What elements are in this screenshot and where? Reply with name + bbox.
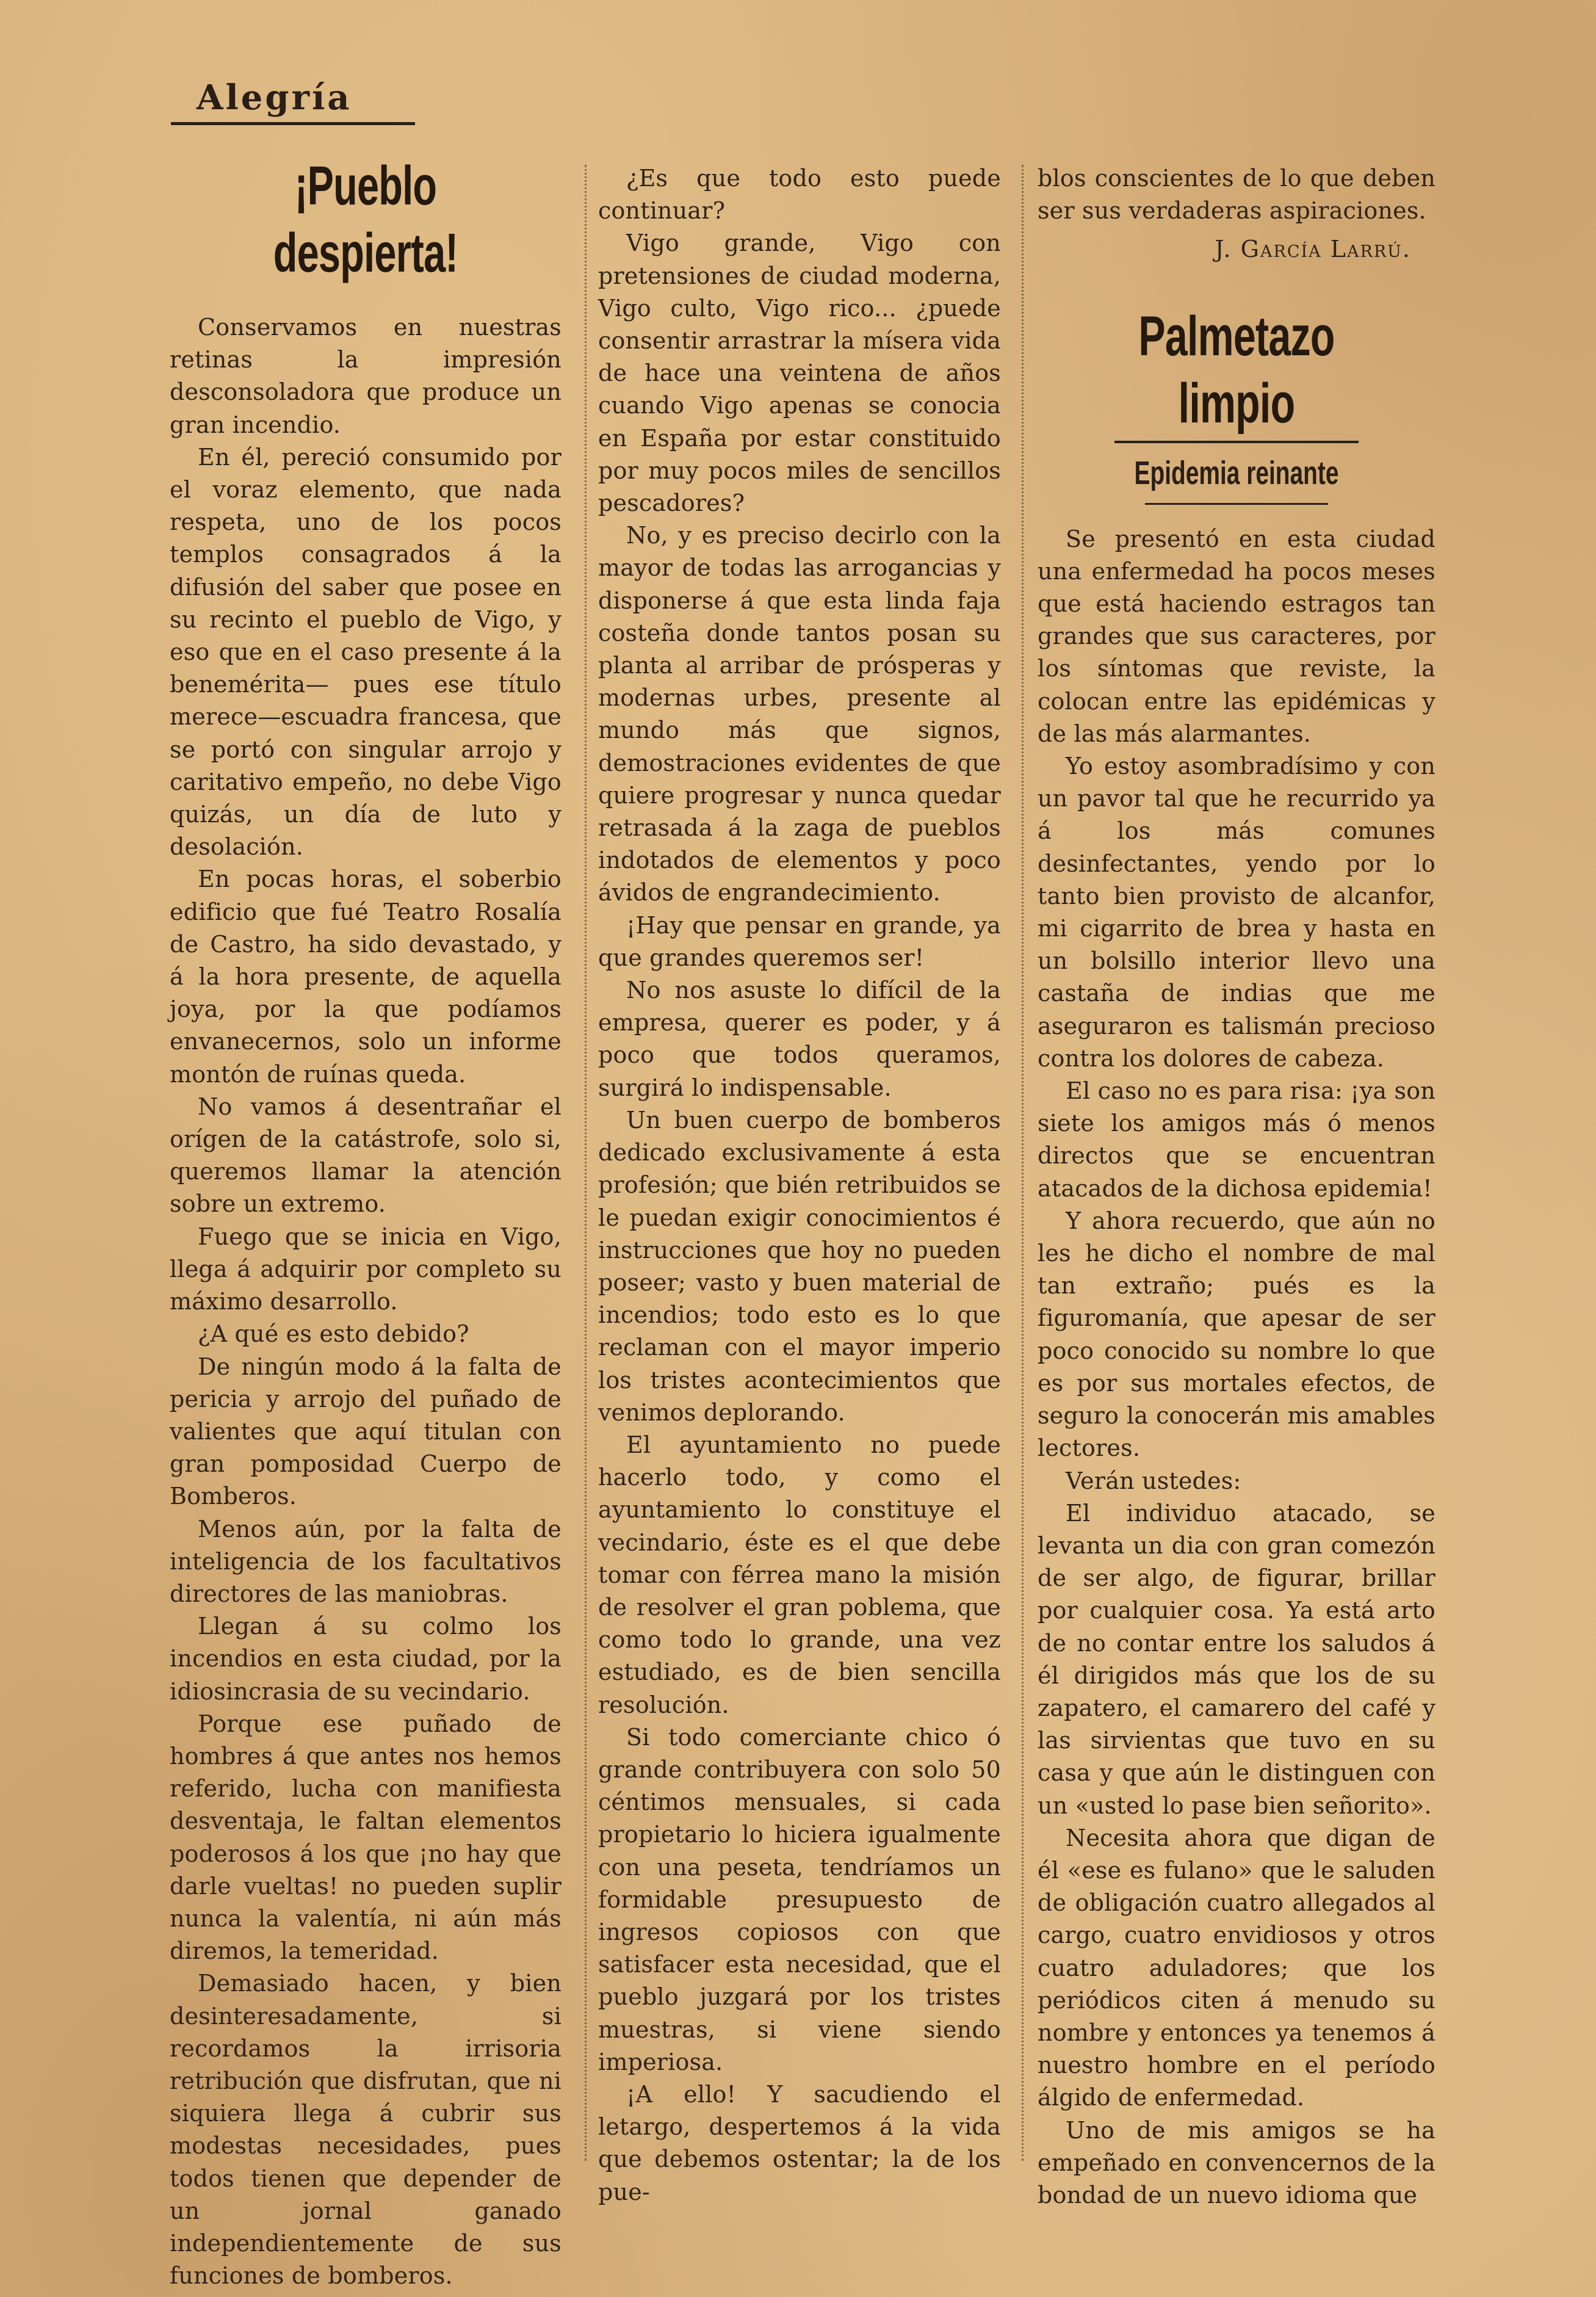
title-rule [1114,441,1359,443]
article-2-title: Palmetazo limpio [1138,305,1335,435]
paragraph: Llegan á su colmo los incendios en esta ciudad, por la idiosincrasia de su vecindario. [170,1613,561,1705]
paragraph: Un buen cuerpo de bomberos dedicado exclusivamente á esta profesión; que bién retribuidos se le puedan exigir conocimientos é instrucciones que hoy no pueden poseer; vasto y buen material de incendios; todo esto es lo que reclaman con el mayor imperio los tristes acontecimientos que venimos deplorando. [598,1106,1001,1426]
paragraph: Se presentó en esta ciudad una enfermedad ha pocos meses que está haciendo estragos tan grandes que sus caracteres, por los síntomas que reviste, la colocan entre las epidémicas y de las más alarmantes. [1038,525,1435,747]
paragraph: Verán ustedes: [1066,1467,1241,1494]
paragraph: No vamos á desentrañar el orígen de la catástrofe, solo si, queremos llamar la atención sobre un extremo. [170,1093,561,1218]
author-signature: J. García Larrú. [1215,236,1411,263]
paragraph: El ayuntamiento no puede hacerlo todo, y como el ayuntamiento lo constituye el vecindario, éste es el que debe tomar con férrea mano la misión de resolver el gran poblema, que como todo lo grande, una vez estudiado, es de bien sencilla resolución. [598,1431,1001,1718]
paragraph: ¿Es que todo esto puede continuar? [598,165,1001,225]
subtitle-rule [1145,503,1328,505]
paragraph: Demasiado hacen, y bien desinteresadamente, si recordamos la irrisoria retribución que disfrutan, que ni siquiera llega á cubrir sus modestas necesidades, pues todos tienen que depender de un jornal ganado independientemente de sus funciones de bomberos. [170,1970,561,2290]
paragraph: El individuo atacado, se levanta un dia con gran comezón de ser algo, de figurar, brillar por cualquier cosa. Ya está arto de no contar entre los saludos á él dirigidos más que los de su zapatero, el camarero del café y las sirvientas que tuvo en su casa y que aún le distinguen con un «usted lo pase bien señorito». [1038,1499,1435,1819]
paragraph: Necesita ahora que digan de él «ese es fulano» que le saluden de obligación cuatro allegados al cargo, cuatro envidiosos y otros cuatro aduladores; que los periódicos citen á menudo su nombre y entonces ya tenemos á nuestro hombre en el período álgido de enfermedad. [1038,1824,1435,2111]
column-1 [170,153,561,2292]
paragraph: Uno de mis amigos se ha empeñado en convencernos de la bondad de un nuevo idioma que [1038,2116,1435,2208]
column-2 [598,162,1001,2208]
paragraph: No nos asuste lo difícil de la empresa, querer es poder, y á poco que todos queramos, surgirá lo indispensable. [598,977,1001,1101]
paragraph: Fuego que se inicia en Vigo, llega á adquirir por completo su máximo desarrollo. [170,1223,561,1315]
paragraph: En pocas horas, el soberbio edificio que fué Teatro Rosalía de Castro, ha sido devastado, y á la hora presente, de aquella joya, por la que podíamos envanecernos, solo un informe montón de ruínas queda. [170,866,561,1088]
masthead-title: Alegría [197,78,352,118]
paragraph: Conservamos en nuestras retinas la impresión desconsoladora que produce un gran incendio. [170,314,561,438]
masthead-rule [171,122,415,125]
paragraph: En él, pereció consumido por el voraz elemento, que nada respeta, uno de los pocos templos consagrados á la difusión del saber que posee en su recinto el pueblo de Vigo, y eso que en el caso presente á la benemérita— pues ese título merece—escuadra francesa, que se portó con singular arrojo y caritativo empeño, no debe Vigo quizás, un día de luto y desolación. [170,443,561,861]
paragraph: ¿A qué es esto debido? [198,1320,469,1348]
paragraph: Yo estoy asombradísimo y con un pavor tal que he recurrido ya á los más comunes desinfectantes, yendo por lo tanto bien provisto de alcanfor, mi cigarrito de brea y hasta en un bolsillo interior llevo una castaña de indias que me aseguraron es talismán precioso contra los dolores de cabeza. [1038,753,1435,1072]
column-divider [585,165,588,2161]
paragraph-continuation: blos conscientes de lo que deben ser sus verdaderas aspiraciones. [1038,165,1435,225]
paragraph: Menos aún, por la falta de inteligencia de los facultativos directores de las maniobras. [170,1515,561,1607]
paragraph: No, y es preciso decirlo con la mayor de todas las arrogancias y disponerse á que esta linda faja costeña donde tantos posan su planta al arribar de prósperas y modernas urbes, presente al mundo más que signos, demostraciones evidentes de que quiere progresar y nunca quedar retrasada á la zaga de pueblos indotados de elementos y poco ávidos de engrandecimiento. [598,522,1001,906]
paragraph: Porque ese puñado de hombres á que antes nos hemos referido, lucha con manifiesta desventaja, le faltan elementos poderosos á los que ¡no hay que darle vueltas! no pueden suplir nunca la valentía, ni aún más diremos, la temeridad. [170,1710,561,1965]
paragraph: Vigo grande, Vigo con pretensiones de ciudad moderna, Vigo culto, Vigo rico... ¿puede consentir arrastrar la mísera vida de hace una veintena de años cuando Vigo apenas se conocia en España por estar constituido por muy pocos miles de sencillos pescadores? [598,230,1001,517]
column-divider [1022,165,1025,2161]
paragraph: ¡A ello! Y sacudiendo el letargo, despertemos á la vida que debemos ostentar; la de los pue- [598,2080,1001,2205]
column-3 [1038,162,1435,2212]
paragraph: De ningún modo á la falta de pericia y arrojo del puñado de valientes que aquí titulan con gran pomposidad Cuerpo de Bomberos. [170,1353,561,1510]
paragraph: El caso no es para risa: ¡ya son siete los amigos más ó menos directos que se encuentran atacados de la dichosa epidemia! [1038,1077,1435,1202]
paragraph: ¡Hay que pensar en grande, ya que grandes queremos ser! [598,911,1001,971]
masthead [171,78,415,125]
article-1-title: ¡Pueblo despierta! [273,156,458,284]
paragraph: Si todo comerciante chico ó grande contribuyera con solo 50 céntimos mensuales, si cada propietario lo hiciera igualmente con una peseta, tendríamos un formidable presupuesto de ingresos copiosos con que satisfacer esta necesidad, que el pueblo juzgará por los tristes muestras, si viene siendo imperiosa. [598,1723,1001,2075]
article-2-subtitle: Epidemia reinante [1134,454,1339,491]
paragraph: Y ahora recuerdo, que aún no les he dicho el nombre de mal tan extraño; pués es la figuromanía, que apesar de ser poco conocido su nombre lo que es por sus mortales efectos, de seguro la conocerán mis amables lectores. [1038,1207,1435,1462]
